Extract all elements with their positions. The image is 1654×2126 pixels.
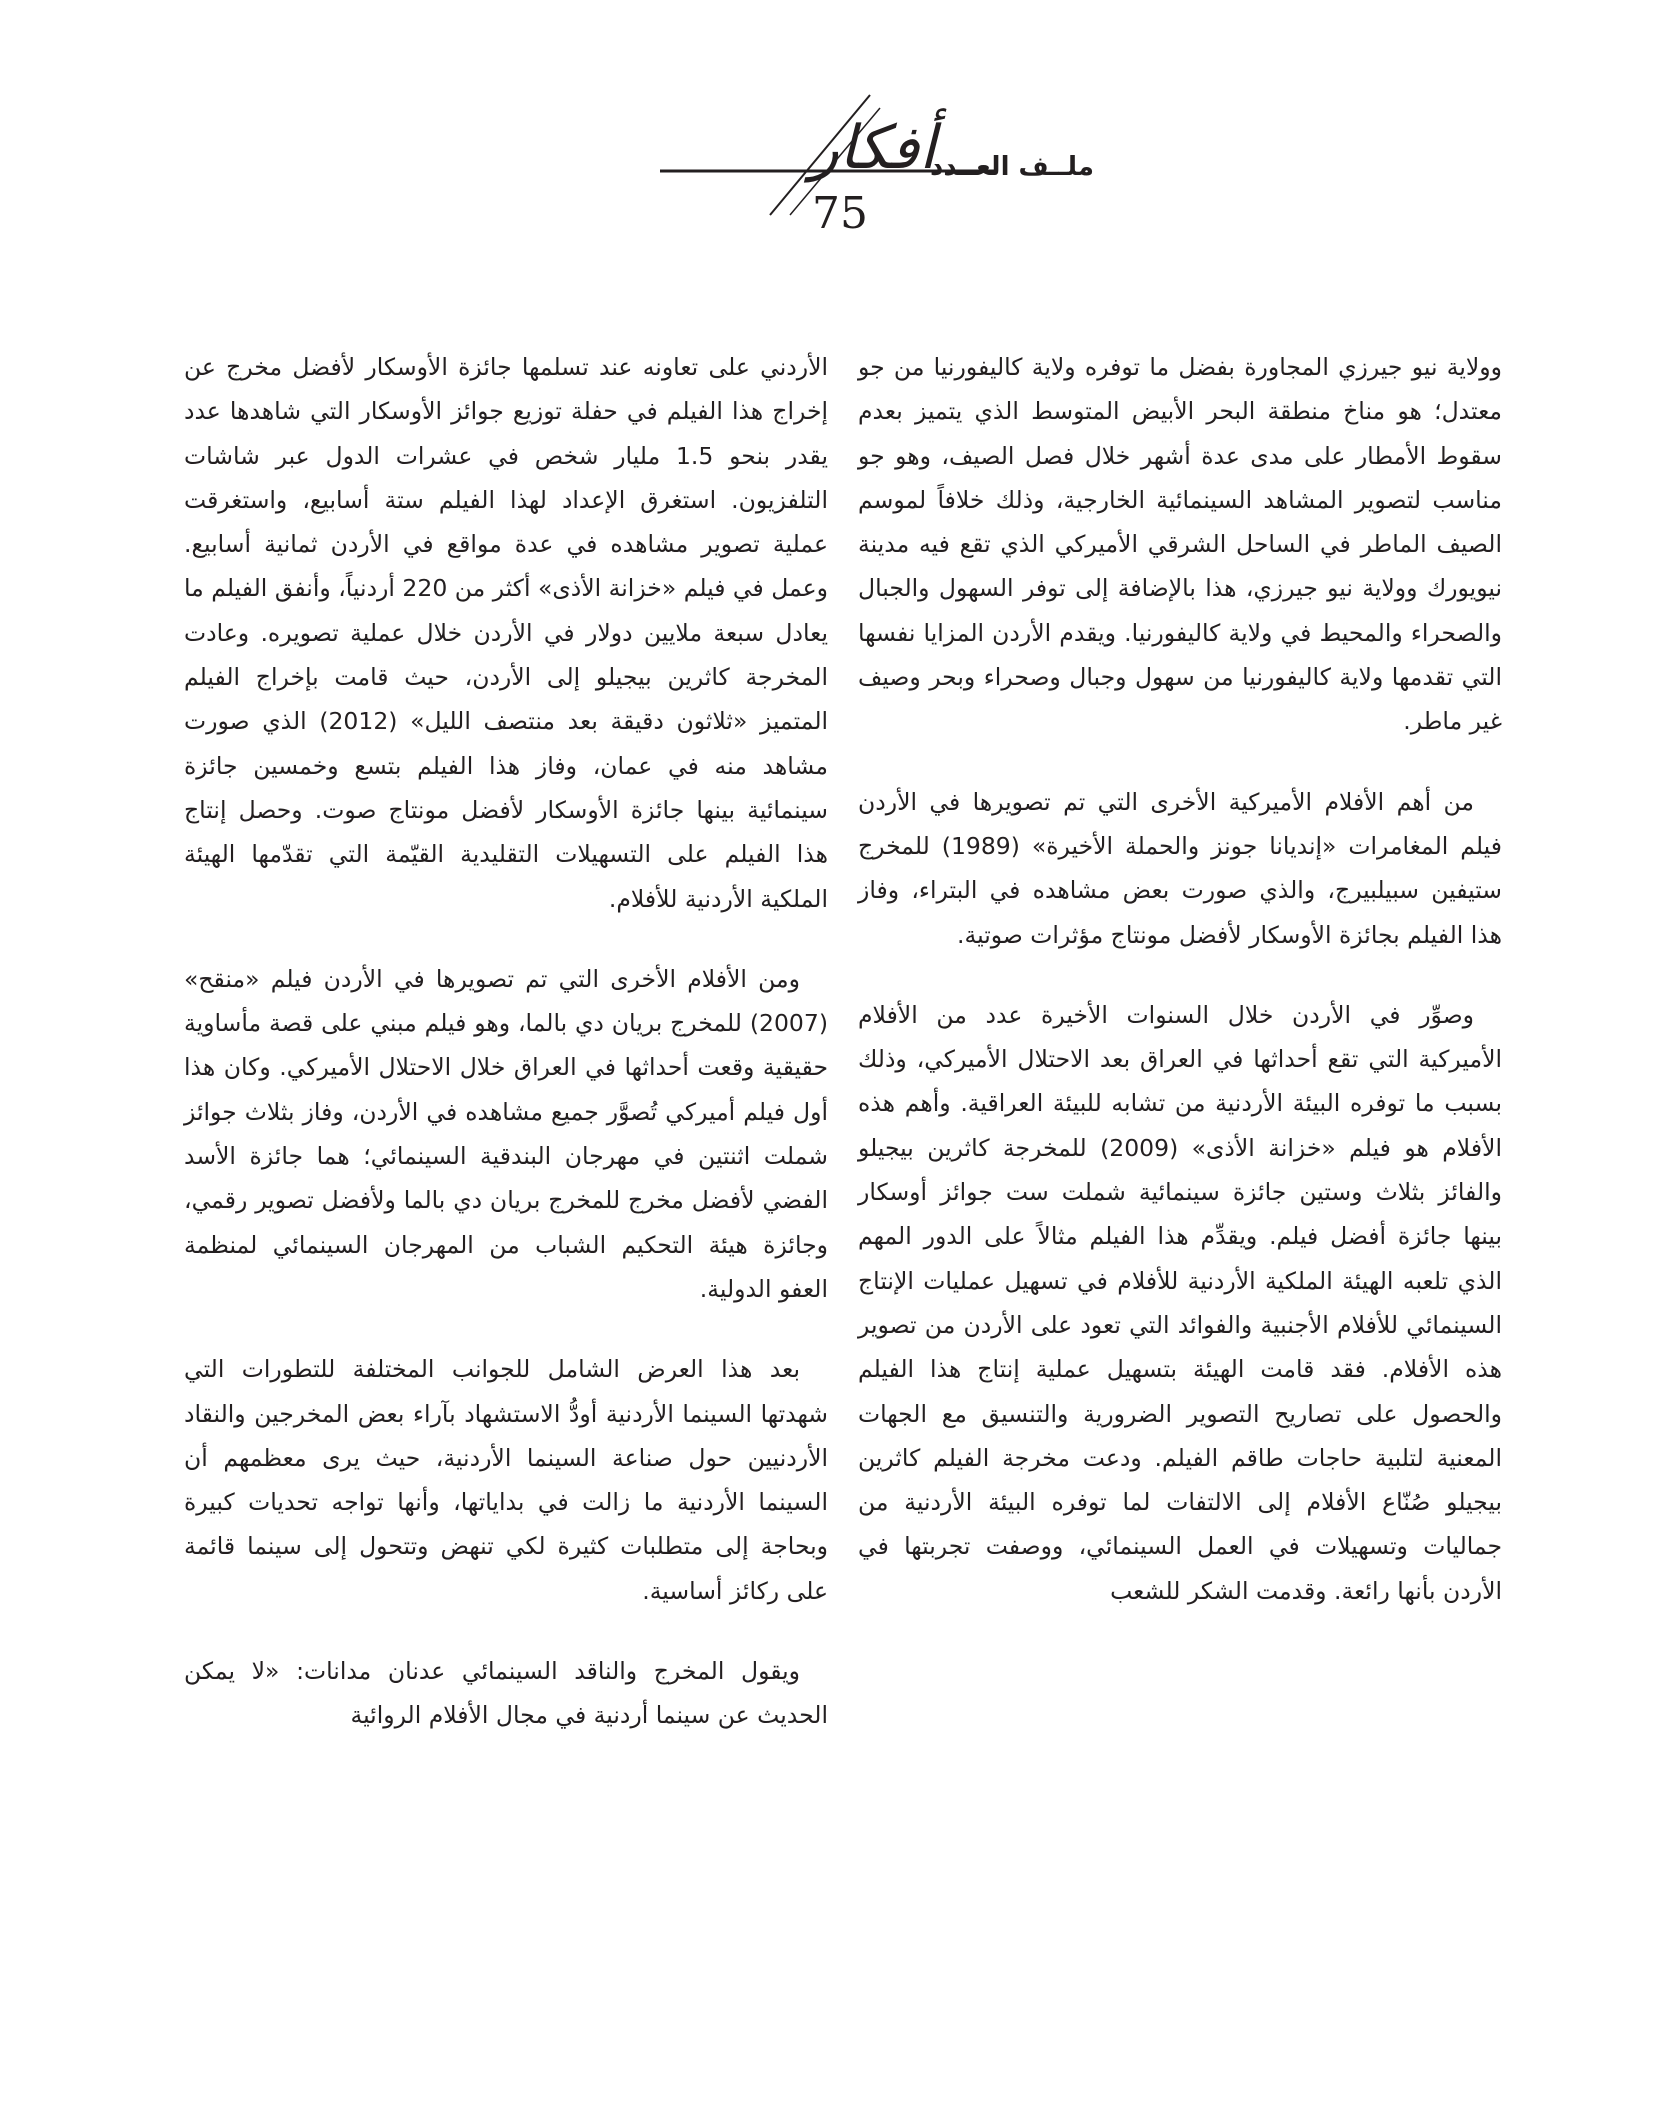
paragraph: وصوِّر في الأردن خلال السنوات الأخيرة عدد من الأفلام الأميركية التي تقع أحداثها في العراق بعد الاحتلال الأميركي، وذلك بسبب ما توفره البيئة الأردنية من تشابه للبيئة العراقية. وأهم هذه الأفلام هو فيلم «خزانة الأذى» (2009) للمخرجة كاثرين بيجيلو والفائز بثلاث وستين جائزة سينمائية شملت ست جوائز أوسكار بينها جائزة أفضل فيلم. ويقدِّم هذا الفيلم مثالاً على الدور المهم الذي تلعبه الهيئة الملكية الأردنية للأفلام في تسهيل عمليات الإنتاج السينمائي للأفلام الأجنبية والفوائد التي تعود على الأردن من تصوير هذه الأفلام. فقد قامت الهيئة بتسهيل عملية إنتاج هذا الفيلم والحصول على تصاريح التصوير الضرورية والتنسيق مع الجهات المعنية لتلبية حاجات طاقم الفيلم. ودعت مخرجة الفيلم كاثرين بيجيلو صُنّاع الأفلام إلى الالتفات لما توفره البيئة الأردنية من جماليات وتسهيلات في العمل السينمائي، ووصفت تجربتها في الأردن بأنها رائعة. وقدمت الشكر للشعب <box>858 1000 1502 1605</box>
logo-text: أفكار <box>810 113 936 183</box>
page-number: 75 <box>812 188 868 239</box>
page-header <box>0 0 1654 260</box>
section-label: ملــف العــدد <box>930 152 1094 182</box>
paragraph: ومن الأفلام الأخرى التي تم تصويرها في الأردن فيلم «منقح» (2007) للمخرج بريان دي بالما، وهو فيلم مبني على قصة مأساوية حقيقية وقعت أحداثها في العراق خلال الاحتلال الأميركي. وكان هذا أول فيلم أميركي تُصوَّر جميع مشاهده في الأردن، وفاز بثلاث جوائز شملت اثنتين في مهرجان البندقية السينمائي؛ هما جائزة الأسد الفضي لأفضل مخرج للمخرج بريان دي بالما ولأفضل تصوير رقمي، وجائزة هيئة التحكيم الشباب من المهرجان السينمائي لمنظمة العفو الدولية. <box>184 964 828 1303</box>
text-column-left <box>184 345 828 1774</box>
paragraph: بعد هذا العرض الشامل للجوانب المختلفة للتطورات التي شهدتها السينما الأردنية أودُّ الاستشهاد بآراء بعض المخرجين والنقاد الأردنيين حول صناعة السينما الأردنية، حيث يرى معظمهم أن السينما الأردنية ما زالت في بداياتها، وأنها تواجه تحديات كبيرة وبحاجة إلى متطلبات كثيرة لكي تنهض وتتحول إلى سينما قائمة على ركائز أساسية. <box>184 1355 828 1605</box>
paragraph: وولاية نيو جيرزي المجاورة بفضل ما توفره ولاية كاليفورنيا من جو معتدل؛ هو مناخ منطقة البحر الأبيض المتوسط الذي يتميز بعدم سقوط الأمطار على مدى عدة أشهر خلال فصل الصيف، وهو جو مناسب لتصوير المشاهد السينمائية الخارجية، وذلك خلافاً لموسم الصيف الماطر في الساحل الشرقي الأميركي الذي تقع فيه مدينة نيويورك وولاية نيو جيرزي، هذا بالإضافة إلى توفر السهول والجبال والصحراء والمحيط في ولاية كاليفورنيا. ويقدم الأردن المزايا نفسها التي تقدمها ولاية كاليفورنيا من سهول وجبال وصحراء وبحر وصيف غير ماطر. <box>858 353 1502 736</box>
paragraph: الأردني على تعاونه عند تسلمها جائزة الأوسكار لأفضل مخرج عن إخراج هذا الفيلم في حفلة توزيع جوائز الأوسكار التي شاهدها عدد يقدر بنحو 1.5 مليار شخص في عشرات الدول عبر شاشات التلفزيون. استغرق الإعداد لهذا الفيلم ستة أسابيع، واستغرقت عملية تصوير مشاهده في عدة مواقع في الأردن ثمانية أسابيع. وعمل في فيلم «خزانة الأذى» أكثر من 220 أردنياً، وأنفق الفيلم ما يعادل سبعة ملايين دولار في الأردن خلال عملية تصويره. وعادت المخرجة كاثرين بيجيلو إلى الأردن، حيث قامت بإخراج الفيلم المتميز «ثلاثون دقيقة بعد منتصف الليل» (2012) الذي صورت مشاهد منه في عمان، وفاز هذا الفيلم بتسع وخمسين جائزة سينمائية بينها جائزة الأوسكار لأفضل مونتاج صوت. وحصل إنتاج هذا الفيلم على التسهيلات التقليدية القيّمة التي تقدّمها الهيئة الملكية الأردنية للأفلام. <box>184 353 829 913</box>
text-column-right <box>858 345 1502 1649</box>
paragraph: ويقول المخرج والناقد السينمائي عدنان مدانات: «لا يمكن الحديث عن سينما أردنية في مجال الأفلام الروائية <box>184 1657 828 1730</box>
paragraph: من أهم الأفلام الأميركية الأخرى التي تم تصويرها في الأردن فيلم المغامرات «إنديانا جونز والحملة الأخيرة» (1989) للمخرج ستيفين سبيلبيرج، والذي صورت بعض مشاهده في البتراء، وفاز هذا الفيلم بجائزة الأوسكار لأفضل مونتاج مؤثرات صوتية. <box>858 787 1502 949</box>
